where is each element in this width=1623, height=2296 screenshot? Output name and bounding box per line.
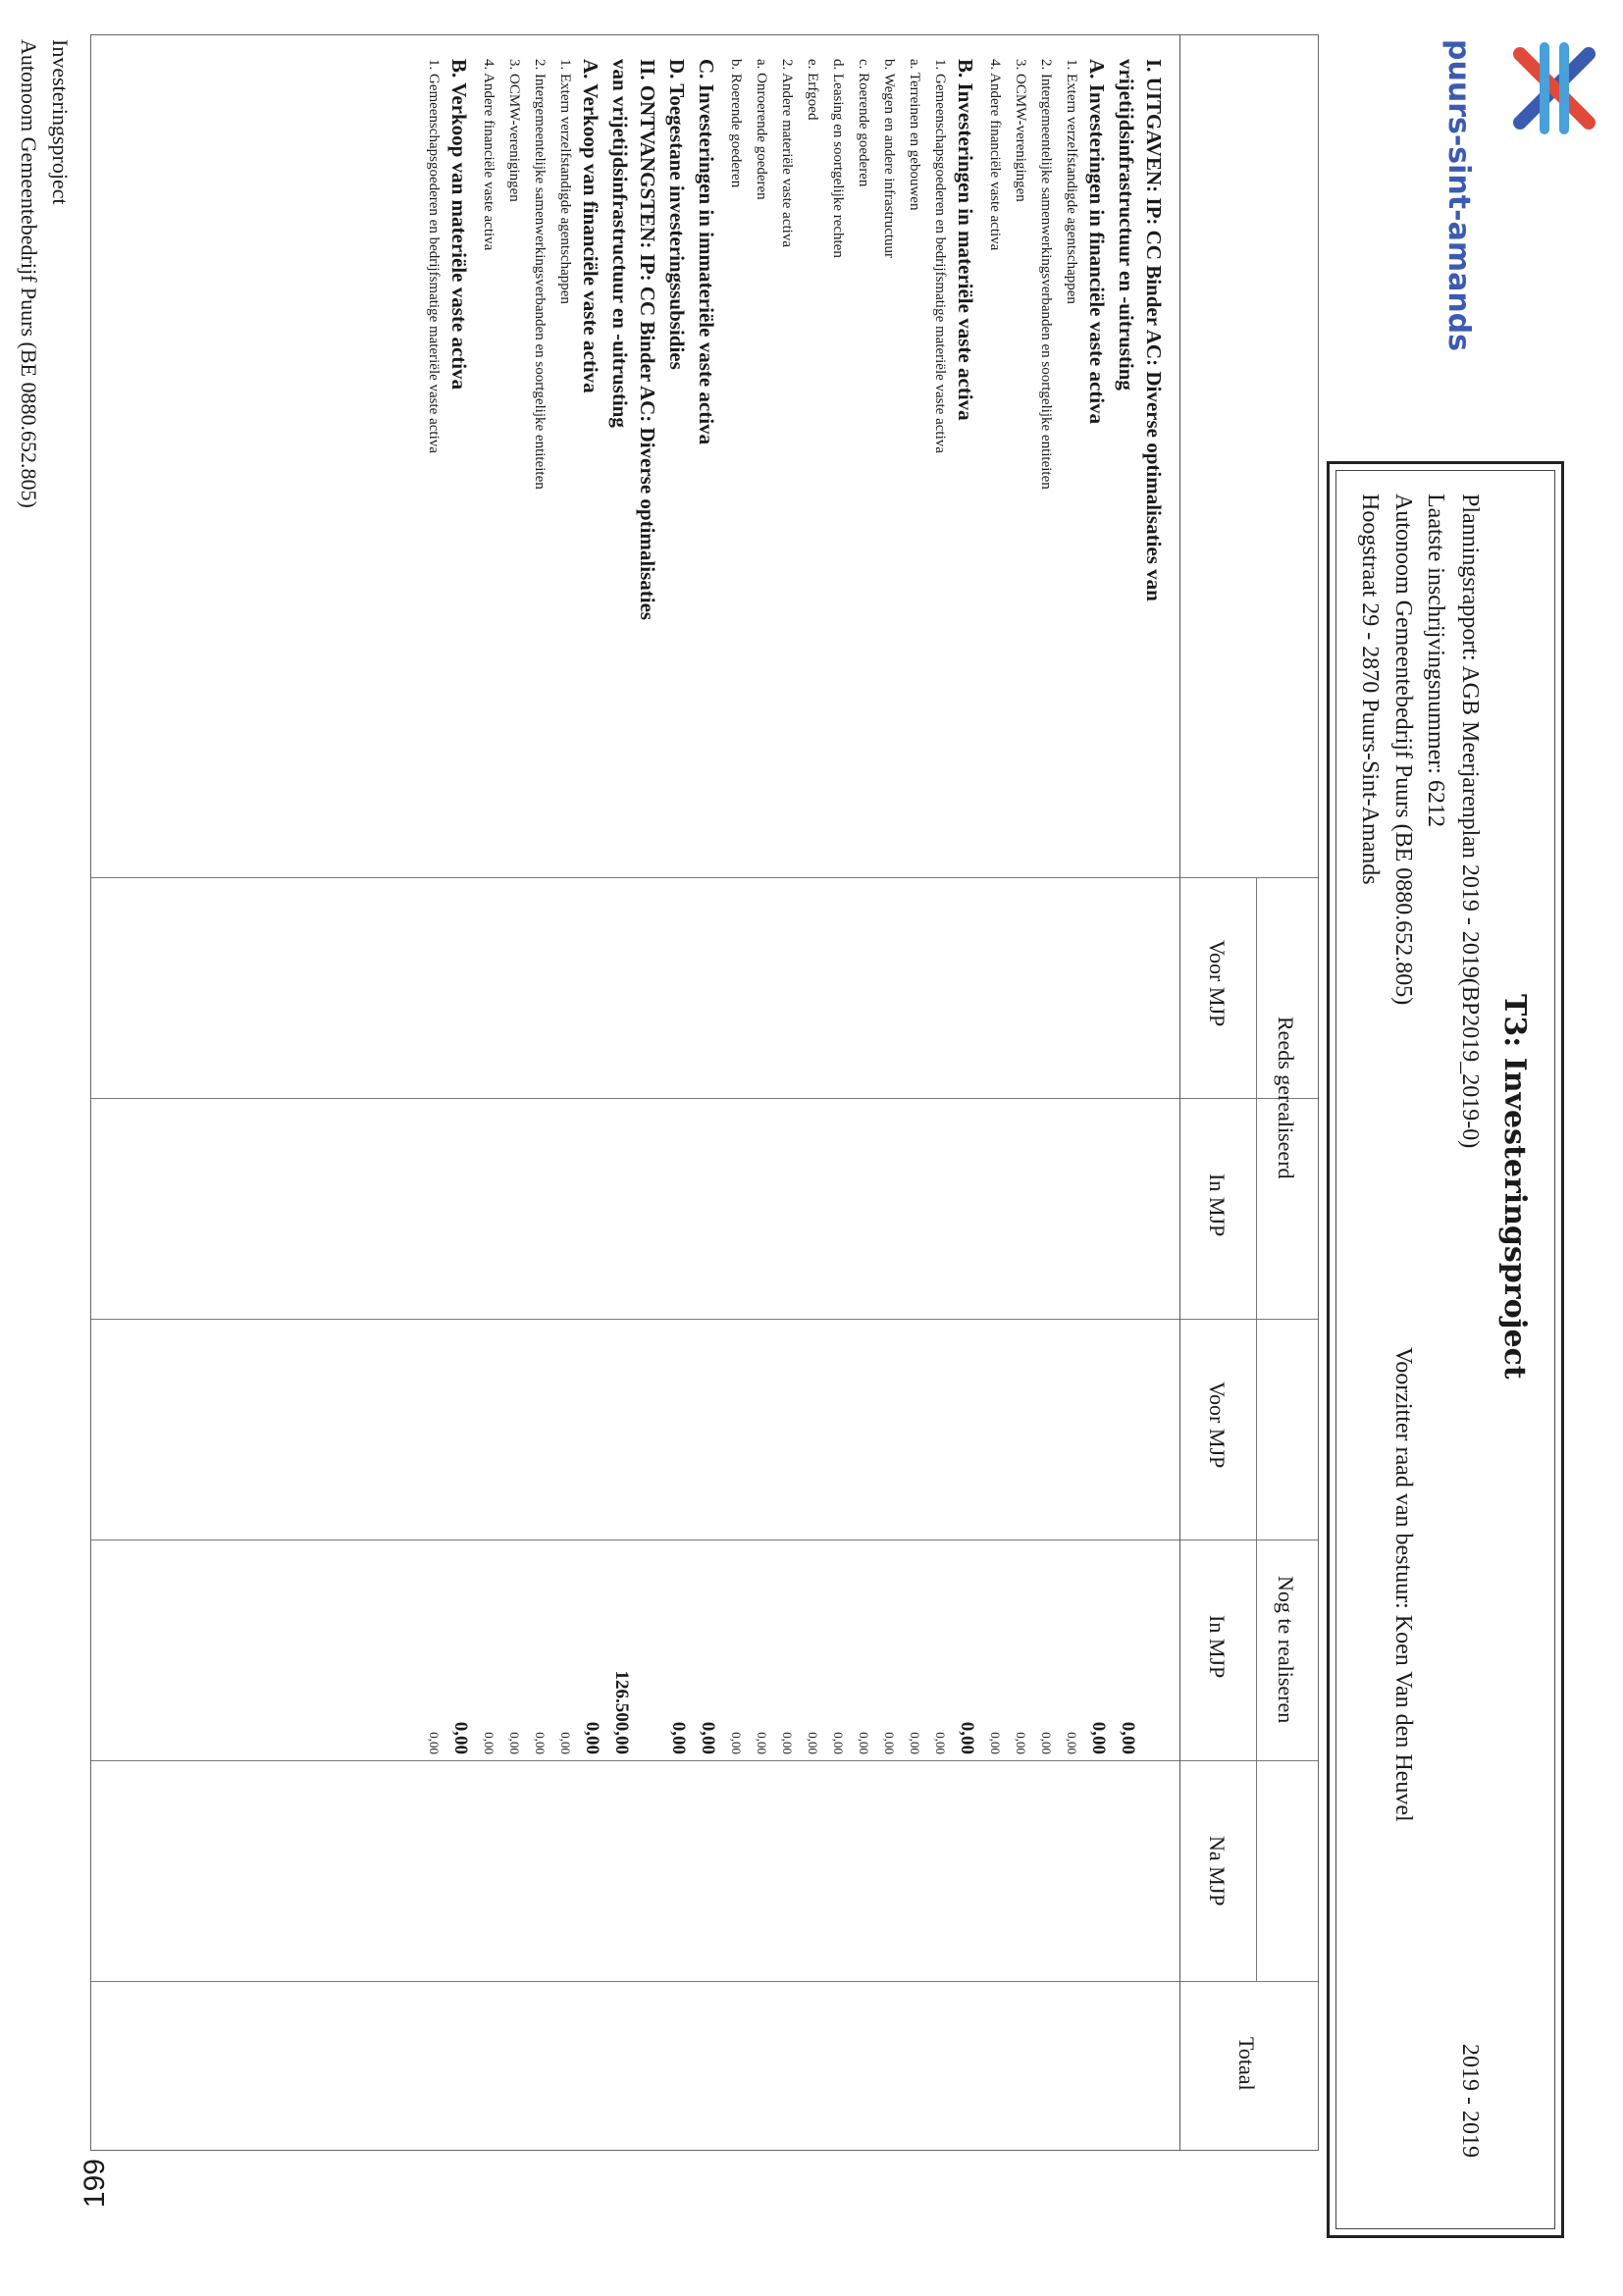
table-row-label: d. Leasing en soortgelijke rechten: [830, 59, 846, 258]
group-reeds-gerealiseerd: Reeds gerealiseerd: [1274, 1017, 1298, 1179]
table-row-value-in-mjp: 0,00: [908, 1732, 922, 1754]
registration-number: Laatste inschrijvingsnummer: 6212: [1423, 494, 1448, 827]
table-row-label: b. Roerende goederen: [728, 59, 744, 188]
table-row-label: 2. Intergemeentelijke samenwerkingsverbanden en soortgelijke entiteiten: [1038, 59, 1054, 490]
col-in-mjp-2: In MJP: [1205, 1615, 1230, 1679]
table-row-value-in-mjp: 0,00: [1039, 1732, 1054, 1754]
table-row-value-in-mjp: 0,00: [582, 1721, 602, 1754]
planning-report: Planningsrapport: AGB Meerjarenplan 2019 - 2019(BP2019_2019-0): [1457, 494, 1483, 1149]
table-row-value-in-mjp: 0,00: [831, 1732, 846, 1754]
table-row-value-in-mjp: 0,00: [507, 1732, 522, 1754]
table-row-value-in-mjp: 0,00: [1088, 1721, 1109, 1754]
page-number: 199: [79, 2159, 111, 2209]
table-row-value-in-mjp: 0,00: [450, 1721, 471, 1754]
table-row-label: a. Onroerende goederen: [754, 59, 769, 200]
puurs-sint-amands-logo-icon: [1495, 29, 1603, 442]
table-row-label: e. Erfgoed: [805, 59, 820, 121]
table-row-label: 3. OCMW-verenigingen: [506, 59, 522, 202]
col-voor-mjp-1: Voor MJP: [1205, 940, 1230, 1027]
table-row-label: c. Roerende goederen: [856, 59, 871, 187]
table-row-value-in-mjp: 0,00: [957, 1721, 977, 1754]
table-row-label: 1. Extern verzelfstandigde agentschappen: [1064, 59, 1079, 304]
col-voor-mjp-2: Voor MJP: [1205, 1382, 1230, 1469]
table-row-label: 4. Andere financiële vaste activa: [481, 59, 497, 251]
table-row-value-in-mjp: 0,00: [1118, 1721, 1138, 1754]
col-totaal: Totaal: [1234, 2037, 1259, 2091]
table-row-label: 1. Gemeenschapsgoederen en bedrijfsmatige materiële vaste activa: [426, 59, 442, 453]
footer-entity: Autonoom Gemeentebedrijf Puurs (BE 0880.652.805): [17, 39, 41, 508]
table-row-label: 4. Andere financiële vaste activa: [987, 59, 1003, 251]
table-row-value-in-mjp: 0,00: [668, 1721, 689, 1754]
table-row-label: 3. OCMW-verenigingen: [1013, 59, 1028, 202]
table-row-label: B. Verkoop van materiële vaste activa: [447, 59, 471, 391]
table-row-label-continued: van vrijetijdsinfrastructuur en -uitrusting: [608, 59, 632, 428]
table-row-value-in-mjp: 0,00: [533, 1732, 548, 1754]
table-row-value-in-mjp: 0,00: [427, 1732, 442, 1754]
table-row-value-in-mjp: 0,00: [806, 1732, 820, 1754]
table-row-value-in-mjp: 0,00: [780, 1732, 795, 1754]
table-row-label: a. Terreinen en gebouwen: [907, 59, 922, 211]
table-row-value-in-mjp: 0,00: [933, 1732, 948, 1754]
col-in-mjp-1: In MJP: [1205, 1174, 1230, 1237]
investment-table: [90, 34, 1319, 2151]
table-row-value-in-mjp: 0,00: [755, 1732, 769, 1754]
table-row-label: b. Wegen en andere infrastructuur: [881, 59, 897, 259]
table-row-value-in-mjp: 0,00: [482, 1732, 497, 1754]
table-row-label: A. Investeringen in financiële vaste activa: [1085, 59, 1109, 425]
table-row-label-continued: vrijetijdsinfrastructuur en -uitrusting: [1115, 59, 1138, 391]
table-row-value-in-mjp: 0,00: [698, 1721, 718, 1754]
table-row-label: 2. Andere materiële vaste activa: [779, 59, 795, 247]
table-row-value-in-mjp: 0,00: [558, 1732, 573, 1754]
header-box: [1327, 461, 1564, 2238]
table-row-label: C. Investeringen in immateriële vaste activa: [695, 59, 718, 445]
footer-project: Investeringsproject: [48, 39, 73, 205]
table-row-value-in-mjp: 0,00: [1014, 1732, 1028, 1754]
table-row-label: 2. Intergemeentelijke samenwerkingsverbanden en soortgelijke entiteiten: [532, 59, 548, 490]
table-row-label: D. Toegestane investeringssubsidies: [665, 59, 689, 370]
table-row-label: 1. Extern verzelfstandigde agentschappen: [557, 59, 573, 304]
address: Hoogstraat 29 - 2870 Puurs-Sint-Amands: [1357, 494, 1383, 885]
table-row-value-in-mjp: 0,00: [882, 1732, 897, 1754]
table-row-label: B. Investeringen in materiële vaste activa: [954, 59, 977, 421]
table-row-label: A. Verkoop van financiële vaste activa: [579, 59, 602, 393]
table-row-value-in-mjp: 0,00: [988, 1732, 1003, 1754]
table-row-value-in-mjp: 0,00: [729, 1732, 744, 1754]
table-row-label: 1. Gemeenschapsgoederen en bedrijfsmatige materiële vaste activa: [932, 59, 948, 453]
col-na-mjp: Na MJP: [1205, 1836, 1230, 1906]
table-row-label: I. UITGAVEN: IP: CC Binder AC: Diverse optimalisaties van: [1142, 59, 1166, 601]
period: 2019 - 2019: [1457, 2044, 1483, 2158]
table-row-label: II. ONTVANGSTEN: IP: CC Binder AC: Diverse optimalisaties: [636, 59, 659, 621]
entity-name: Autonoom Gemeentebedrijf Puurs (BE 0880.652.805): [1390, 494, 1416, 1006]
table-row-value-in-mjp: 126.500,00: [611, 1670, 632, 1754]
table-row-value-in-mjp: 0,00: [1065, 1732, 1079, 1754]
table-row-value-in-mjp: 0,00: [857, 1732, 871, 1754]
group-nog-te-realiseren: Nog te realiseren: [1274, 1576, 1298, 1724]
report-title: T3: Investeringsproject: [1497, 994, 1532, 1380]
board-chair: Voorzitter raad van bestuur: Koen Van den Heuvel: [1390, 1347, 1416, 1822]
logo-text: puurs-sint-amands: [1441, 39, 1476, 352]
